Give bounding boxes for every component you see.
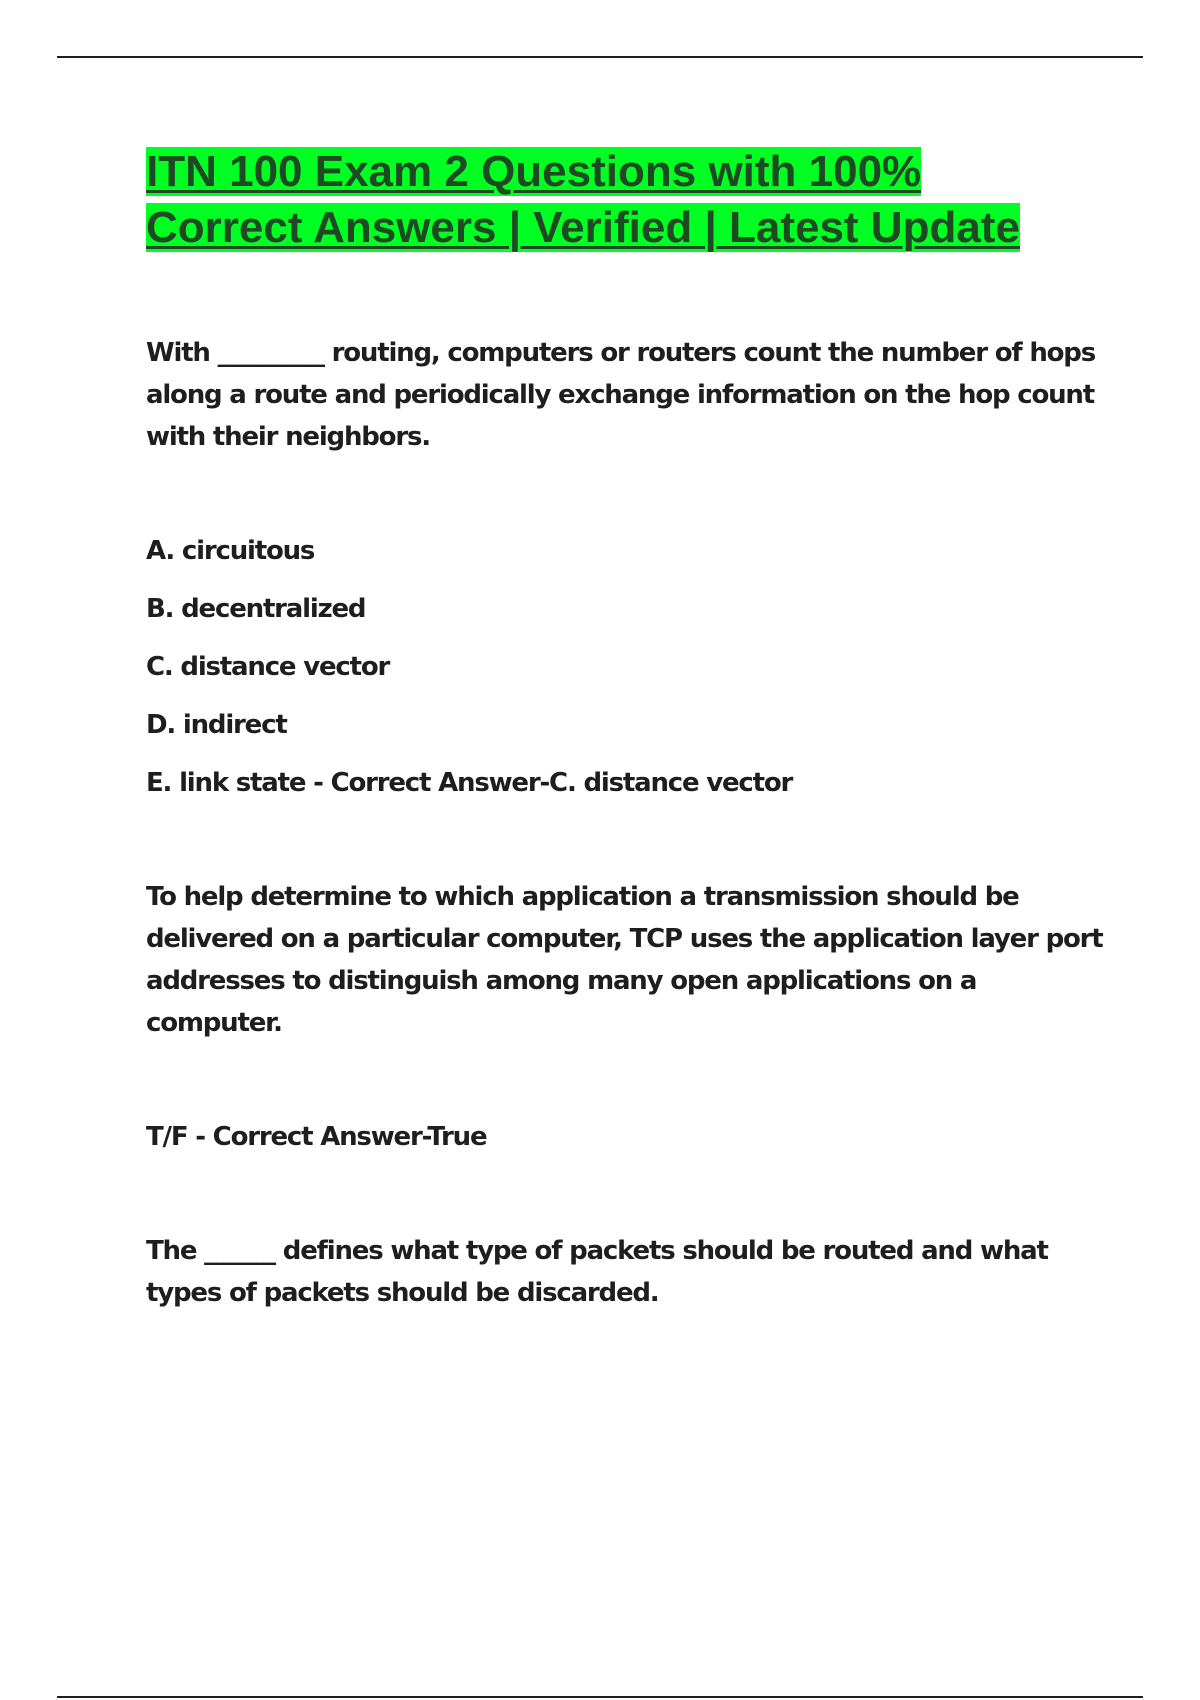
option-d: D. indirect xyxy=(146,710,287,740)
question-3: The ______ defines what type of packets should be routed and what types of packets should be discarded. xyxy=(146,1236,1048,1308)
question-2: To help determine to which application a transmission should be delivered on a particular computer, TCP uses the application layer port addresses to distinguish among many open applications on a computer. xyxy=(146,882,1103,1038)
document-title xyxy=(146,144,1026,256)
answer-options xyxy=(146,530,1106,804)
title-highlight: ITN 100 Exam 2 Questions with 100% Correct Answers | Verified | Latest Update xyxy=(146,147,1020,252)
document-body xyxy=(146,144,1106,1314)
option-c: C. distance vector xyxy=(146,652,390,682)
bottom-rule xyxy=(57,1696,1143,1698)
top-rule xyxy=(57,56,1143,58)
option-b: B. decentralized xyxy=(146,594,366,624)
question-2-answer: T/F - Correct Answer-True xyxy=(146,1122,487,1152)
question-1: With _________ routing, computers or routers count the number of hops along a route and periodically exchange information on the hop count with their neighbors. xyxy=(146,338,1095,452)
option-a: A. circuitous xyxy=(146,536,315,566)
option-e-with-answer: E. link state - Correct Answer-C. distance vector xyxy=(146,768,793,798)
